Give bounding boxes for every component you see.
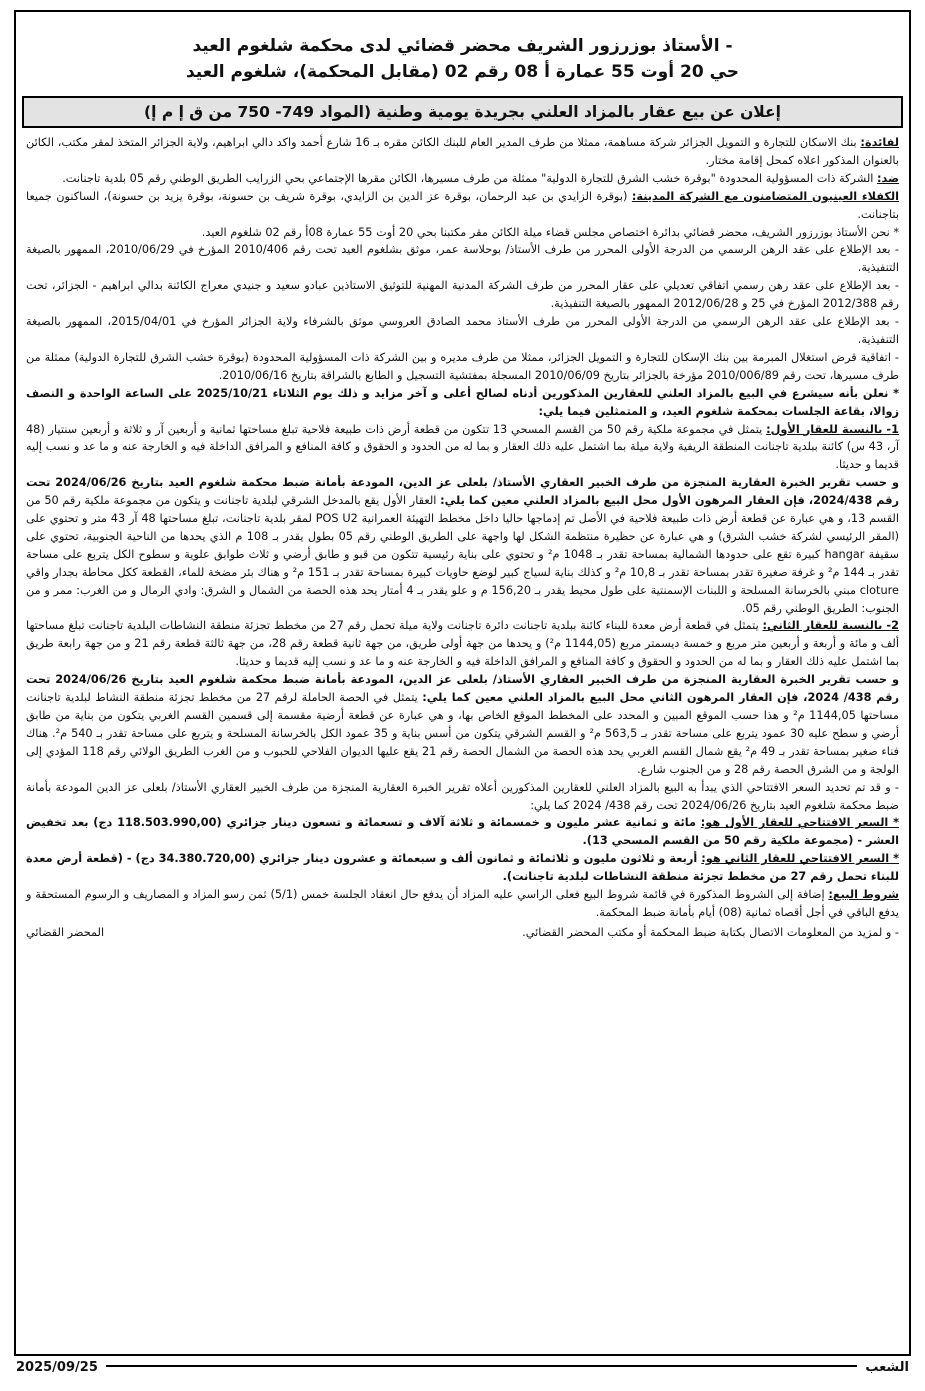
property-one-text: يتمثل في مجموعة ملكية رقم 50 من القسم المسحي 13 تتكون من قطعة أرض ذات طبيعة فلاحية تبلغ مساحتها ثمانية و أربعين آر و ثلاثة و أربعين سنتيار (48 آر، 43 س) كائنة ببلدية تاجنانت المنطقة الريفية ولاية ميلة بما اشتمل عليه ذلك العقار و بما له من الحدود و الحقوق و كافة المنافع و المرافق الداخلة فيه و الخارجة عنه و ما عد و نسب إليه قديما و حديثا. [26,422,899,472]
bailiff-address-line: حي 20 أوت 55 عمارة أ 08 رقم 02 (مقابل المحكمة)، شلغوم العيد [185,62,740,82]
bailiff-name-line: - الأستاذ بوزرزور الشريف محضر قضائي لدى محكمة شلغوم العيد [192,36,733,56]
property-two-expertise [26,671,899,778]
property-two-text: يتمثل في قطعة أرض معدة للبناء كائنة ببلدية تاجنانت دائرة تاجنانت ولاية ميلة تحمل رقم 27 من مخطط تجزئة منطقة النشاطات البلدية تاجنانت تبلغ مساحتها ألف و مائة و أربعة و أربعين متر مربع و خمسة ديسمتر مربع (1144,05 م²) و يحدها من جهة أولى طريق، من جهة ثانية قطعة رقم 28، من جهة ثالثة قطعة رقم 21 و من جهة رابعة طريق بما اشتمل عليه ذلك العقار و بما له من الحدود و الحقوق و كافة المنافع و المرافق الداخلة فيه و الخارجة عنه و ما عد و نسب إليه قديما و حديثا. [26,619,899,669]
mortgage-deed-2: - بعد الإطلاع على عقد رهن رسمي اتفاقي تعديلي على عقار المحرر من طرف الشركة المدنية المهنية للتوثيق الاستاذين عبادو سعيد و جنيدي معراج الكائنة بدالي ابراهيم - الجزائر، تحت رقم 2012/388 المؤرخ في 25 و 2012/06/28 الممهور بالصيغة التنفيذية. [26,279,899,311]
sale-terms-label: شروط البيع: [828,888,899,902]
guarantors-text: (بوقرة الزايدي بن عبد الرحمان، بوقرة عز الدين بن الزايدي، بوقرة شريف بن حسونة، بوقرة يزيد بن حسونة)، الساكنون جميعا بتاجنانت. [26,189,899,221]
footer-rule [106,1360,857,1367]
notice-title-banner: إعلان عن بيع عقار بالمزاد العلني بجريدة يومية وطنية (المواد 749- 750 من ق إ م إ) [22,96,903,128]
creditor-label: لفائدة: [860,136,899,149]
debtor-paragraph [26,170,899,188]
notice-body [16,132,909,1354]
creditor-paragraph [26,134,899,170]
property-one-label: 1- بالنسبة للعقار الأول: [766,422,899,436]
opening-price-one-text: مائة و ثمانية عشر مليون و خمسمائة و ثلاثة آلاف و تسعمائة و تسعون دينار جزائري (118.503.990,00 دج) بعد تخفيض العشر - (مجموعة ملكية رقم 50 من القسم المسحي 13). [26,816,899,848]
property-one-expertise-text: العقار الأول يقع بالمدخل الشرقي لبلدية تاجنانت و يتكون من مجموعة ملكية رقم 50 من القسم 13، و هي عبارة عن قطعة أرض ذات طبيعة فلاحية في الأصل تم إدماجها حاليا داخل مخطط التهيئة العمرانية POS U2 لمقر بلدية تاجنانت، تبلغ مساحتها 48 آر 43 متر و تحتوي على (المقر الرئيسي لشركة خشب الشرق) و هي عبارة عن حظيرة منتظمة الشكل لها واجهة على الطريق الوطني رقم 05 بطول يقدر بـ 108 م الذي يحدها من الناحية الجنوبية، تحتوي على سقيفة hangar كبيرة تقع على حدودها الشمالية بمساحة تقدر بـ 1048 م² و تحتوي على بناية رئيسية تتكون من قبو و طابق أرضي و ثلاث طوابق علوية و سطوح الكل يتربع على مساحة تقدر بـ 144 م² و غرفة صغيرة تقدر بمساحة تقدر بـ 10,8 م² و كذلك بناية لسياج كبير لوضع حاويات كبيرة بمساحة تقدر بـ 151 م² و هناك بئر مضخة للماء، القطعة ككل محاطة بجدار واقي cloture مبني بالخرسانة المسلحة و اللبنات الإسمنتية على طول محيط يقدر بـ 156,20 م و علو يقدر بـ 4 أمتار يحد هذه الحصة من الشمال و الشرق: وادي الرمال و من الغرب: ممر و من الجنوب: الطريق الوطني رقم 05. [26,494,900,615]
auction-announcement: * نعلن بأنه سيشرع في البيع بالمزاد العلني للعقارين المذكورين أدناه لصالح أعلى و آخر مزايد و ذلك يوم الثلاثاء 2025/10/21 على الساعة الواحدة و النصف زوالا، بقاعة الجلسات بمحكمة شلغوم العيد، و المتمثلين فيما يلي: [26,386,899,418]
property-two [26,617,899,671]
bailiff-statement: * نحن الأستاذ بوزرزور الشريف، محضر قضائي بدائرة اختصاص مجلس قضاء ميلة الكائن مقر مكتبنا بحي 20 أوت 55 عمارة 08أ رقم 02 شلغوم العيد. [201,225,899,239]
loan-agreement: - اتفاقية قرض استغلال المبرمة بين بنك الإسكان للتجارة و التمويل الجزائر، ممثلا من طرف مديره و بين الشركة ذات المسؤولية المحدودة (بوقرة خشب الشرق للتجارة الدولية) ممثلة من طرف مسيرها، تحت رقم 2010/006/89 مؤرخة بالجزائر بتاريخ 2010/06/09 المسجلة بمفتشية التسجيل و الطابع بالشراقة بتاريخ 2010/06/16. [26,350,899,382]
opening-price-two [26,850,899,886]
property-one [26,421,899,475]
opening-price-two-label: * السعر الافتتاحي للعقار الثاني هو: [701,852,900,866]
contact-note: - و لمزيد من المعلومات الاتصال بكتابة ضبط المحكمة أو مكتب المحضر القضائي. [522,925,899,939]
guarantors-paragraph [26,188,899,224]
sale-terms [26,886,899,922]
mortgage-deed-1: - بعد الإطلاع على عقد الرهن الرسمي من الدرجة الأولى المحرر من طرف الأستاذ/ بوحلاسة عمر، موثق بشلغوم العيد تحت رقم 2010/406 المؤرخ في 2010/06/29، الممهور بالصيغة التنفيذية. [26,243,899,275]
debtor-label: ضد: [877,171,899,185]
publication-date: 2025/09/25 [16,1360,98,1375]
opening-price-one-label: * السعر الافتتاحي للعقار الأول هو: [700,816,899,830]
mortgage-deed-3: - بعد الإطلاع على عقد الرهن الرسمي من الدرجة الأولى المحرر من طرف الأستاذ محمد الصادق العروسي موثق بالشرفاء ولاية الجزائر المؤرخ في 2015/04/01، الممهور بالصيغة التنفيذية. [26,315,900,346]
property-one-expertise [26,474,899,617]
sale-terms-text: إضافة إلى الشروط المذكورة في قائمة شروط البيع فعلى الراسي عليه المزاد أن يدفع حال انعقاد الجلسة خمس (5/1) ثمن رسو المزاد و المصاريف و الرسوم المستحقة و يدفع الباقي في أجل أقصاه ثمانية (08) أيام بأمانة ضبط المحكمة. [26,888,899,919]
creditor-text: بنك الاسكان للتجارة و التمويل الجزائر شركة مساهمة، ممثلا من طرف المدير العام للبنك الكائن مقره بـ 16 شارع أحمد واكد دالي ابراهيم، ولاية الجزائر المتخذ لمقر مكتب، الكائن بالعنوان المذكور اعلاه كمحل إقامة مختار. [26,136,899,167]
notice-header [16,12,909,90]
notice-frame [14,10,911,1356]
property-two-expertise-text: يتمثل في الحصة الحاملة لرقم 27 من مخطط تجزئة منطقة النشاط لبلدية تاجنانت مساحتها 1144,05 م² و هذا حسب الموقع المبين و المحدد على المخطط الموقع الخاص بها، و هي عبارة عن قطعة أرضية مقسمة إلى قسمين القسم الغربي يتكون من بناية من طابق أرضي و سطح عليه 30 عمود يتربع على مساحة تقدر بـ 563,5 م² و القسم الشرقي يتكون من أسس بناية و 35 عمود الكل بالخرسانة المسلحة و يتربع على مساحة تقدر بـ 540 م². هناك فناء صغير بمساحة تقدر بـ 49 م² يقع شمال القسم الغربي يحد هذه الحصة من الشمال الحصة رقم 21 يقع عليها الديوان الفلاحي للحبوب و من الغرب الطريق الولائي رقم 118 المؤدي إلى الولجة و من الشرق الحصة رقم 28 و من الجنوب شارع. [26,691,900,776]
newspaper-name: الشعب [865,1360,909,1375]
debtor-text: الشركة ذات المسؤولية المحدودة "بوقرة خشب الشرق للتجارة الدولية" ممثلة من طرف مسيرها، الكائن مقرها الإجتماعي بحي الزرايب الطريق الوطني رقم 05 بلدية تاجنانت. [62,171,874,185]
opening-price-one [26,814,899,850]
publication-footer [14,1356,911,1375]
signature-label: المحضر القضائي [26,925,105,939]
closing-row [26,924,899,942]
opening-price-two-text: أربعة و ثلاثون مليون و ثلاثمائة و ثمانون ألف و سبعمائة و عشرون دينار جزائري (34.380.720,00 دج) - (قطعة أرض معدة للبناء تحمل رقم 27 من مخطط تجزئة منطقة النشاطات لبلدية تاجنانت). [26,852,899,884]
property-two-label: 2- بالنسبة للعقار الثاني: [762,619,899,633]
property-one-expertise-lead: و حسب تقرير الخبرة العقارية المنجزة من طرف الخبير العقاري الأستاذ/ بلعلى عز الدين، المودعة بأمانة ضبط محكمة شلغوم العيد بتاريخ 2024/06/26 تحت رقم 2024/438، فإن العقار المرهون الأول محل البيع بالمزاد العلني معين كما يلي: [26,476,899,508]
opening-price-intro: - و قد تم تحديد السعر الافتتاحي الذي يبدأ به البيع بالمزاد العلني للعقارين المذكورين أعلاه تقرير الخبرة العقارية المنجزة من طرف الخبير العقاري الأستاذ/ بلعلى عز الدين المودعة بأمانة ضبط محكمة شلغوم العيد بتاريخ 2024/06/26 تحت رقم 438/ 2024 كما يلي: [26,780,899,812]
property-two-expertise-lead: و حسب تقرير الخبرة العقارية المنجزة من طرف الخبير العقاري الأستاذ/ بلعلى عز الدين، المودعة بأمانة ضبط محكمة شلغوم العيد بتاريخ 2024/06/26 تحت رقم 438/ 2024، فإن العقار المرهون الثاني محل البيع بالمزاد العلني معين كما يلي: [26,673,899,705]
guarantors-label: الكفلاء العينيون المتضامنون مع الشركة المدينة: [631,189,900,203]
